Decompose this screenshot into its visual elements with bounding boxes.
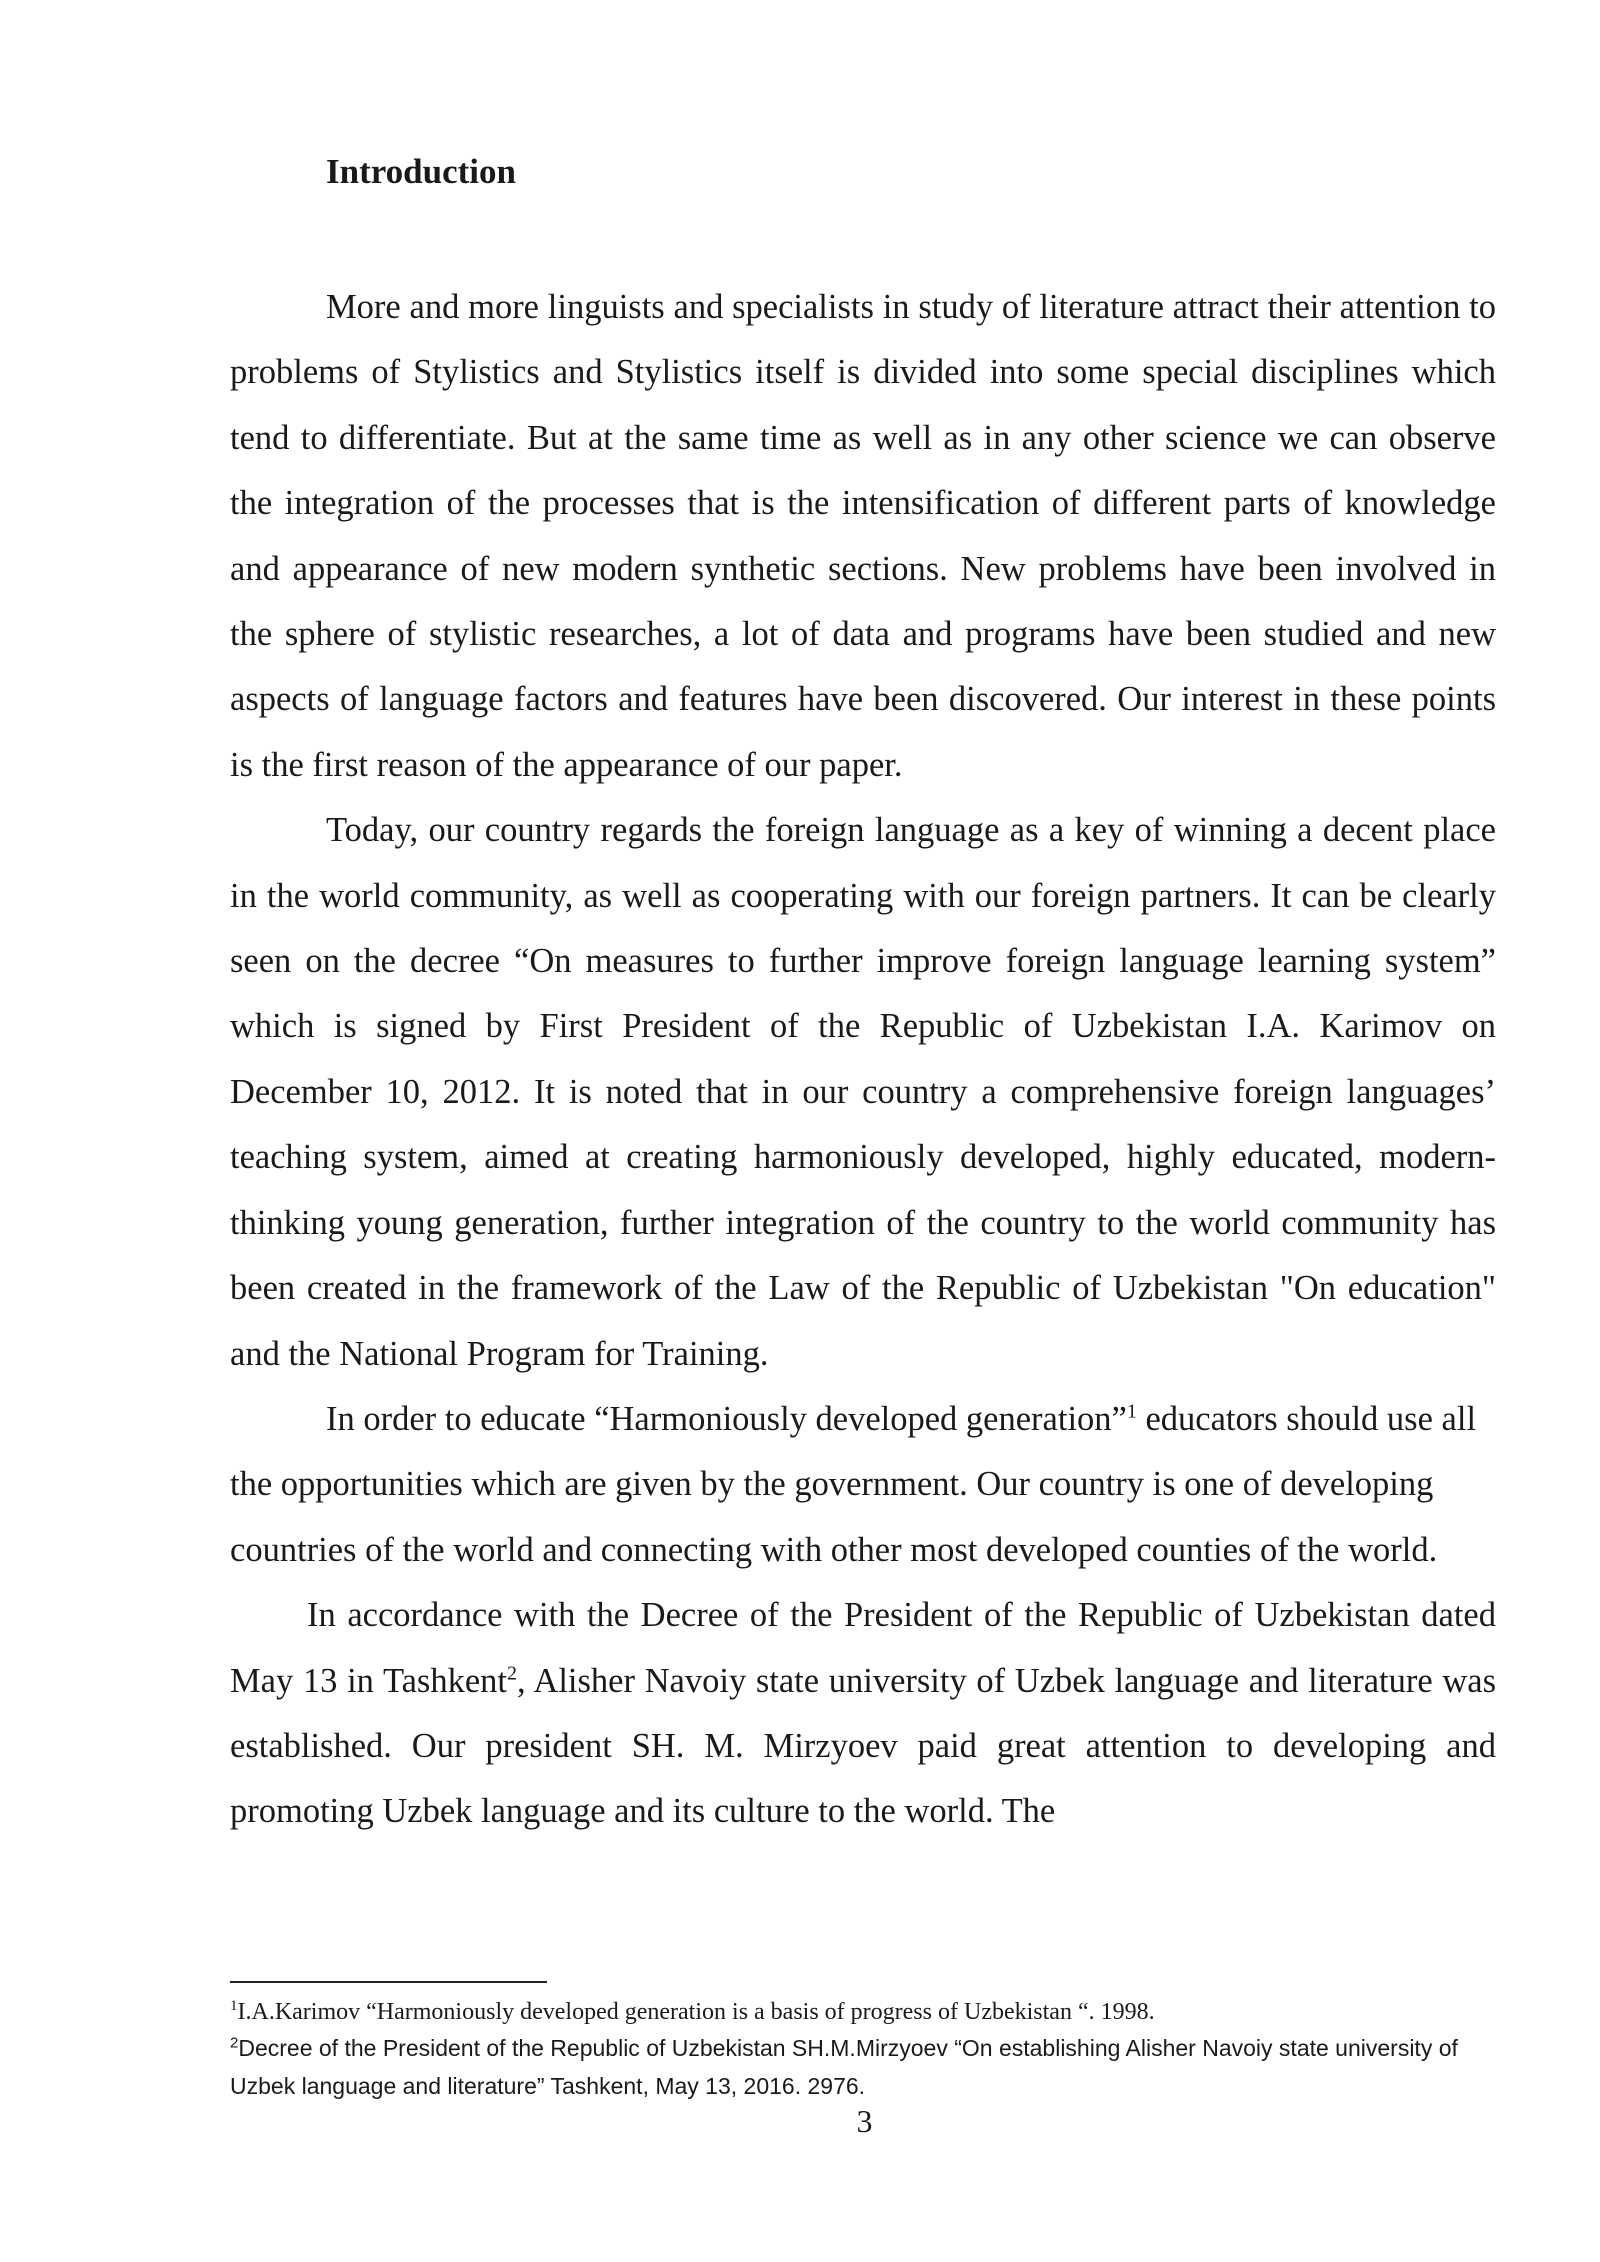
paragraph-2: Today, our country regards the foreign language as a key of winning a decent place in the world community, as well as cooperating with our foreign partners. It can be clearly seen on the decree “On measures to further improve foreign language learning system” which is signed by First President of the Republic of Uzbekistan I.A. Karimov on December 10, 2012. It is noted that in our country a comprehensive foreign languages’ teaching system, aimed at creating harmoniously developed, highly educated, modern-thinking young generation, further integration of the country to the world community has been created in the framework of the Law of the Republic of Uzbekistan "On education" and the National Program for Training. [230, 811, 1496, 1373]
footnote-ref-2[interactable]: 2 [507, 1662, 518, 1685]
paragraph-3-text-b: educators should use all the opportunities which are given by the government. Our country is one of developing countries of the world and connecting with other most developed counties of the world. [230, 1399, 1477, 1569]
footnote-2-mark: 2 [230, 2034, 239, 2052]
paragraph-3 [230, 1387, 1496, 1583]
footnote-2 [230, 2029, 1520, 2105]
footnotes [230, 1995, 1520, 2105]
section-heading: Introduction [326, 152, 516, 191]
footnote-separator [230, 1981, 547, 1983]
paragraph-3-text-a: In order to educate “Harmoniously developed generation” [326, 1399, 1127, 1438]
footnote-1-text: I.A.Karimov “Harmoniously developed generation is a basis of progress of Uzbekistan “. 1998. [237, 1999, 1155, 2025]
paragraph-4 [230, 1583, 1496, 1845]
footnote-2-text: Decree of the President of the Republic of Uzbekistan SH.M.Mirzyoev “On establishing Alisher Navoiy state university of Uzbek language and literature” Tashkent, May 13, 2016. 2976. [230, 2035, 1458, 2099]
footnote-1-mark: 1 [230, 1998, 238, 2014]
body-text [230, 275, 1496, 1845]
paragraph-4-text-a: In accordance with the Decree of the President of the Republic of Uzbekistan dated May 13 in Tashkent [230, 1596, 1496, 1700]
footnote-ref-1[interactable]: 1 [1126, 1400, 1137, 1423]
footnote-1 [230, 1995, 1520, 2029]
paragraph-1: More and more linguists and specialists in study of literature attract their attention to problems of Stylistics and Stylistics itself is divided into some special disciplines which tend to differentiate. But at the same time as well as in any other science we can observe the integration of the processes that is the intensification of different parts of knowledge and appearance of new modern synthetic sections. New problems have been involved in the sphere of stylistic researches, a lot of data and programs have been studied and new aspects of language factors and features have been discovered. Our interest in these points is the first reason of the appearance of our paper. [230, 288, 1496, 784]
page-number: 3 [856, 2103, 873, 2139]
paragraph-4-text-b: , Alisher Navoiy state university of Uzbek language and literature was established. Our president SH. M. Mirzyoev paid great attention to developing and promoting Uzbek language and its culture to the world. The [230, 1661, 1497, 1831]
